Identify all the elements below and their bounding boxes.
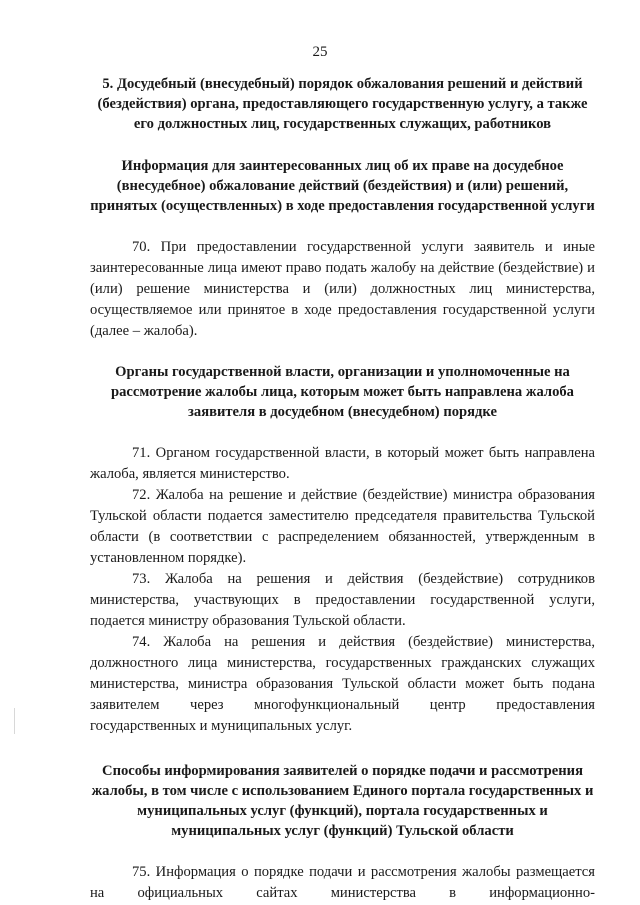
subsection-title-informing: Способы информирования заявителей о порядке подачи и рассмотрения жалобы, в том числе с использованием Единого портала государственных и муниципальных услуг (функций), портала государственных и муниципальных услуг (функций) Тульской области (91, 763, 594, 839)
paragraph-73: 73. Жалоба на решения и действия (бездействие) сотрудников министерства, участвующих в предоставлении государственной услуги, подается министру образования Тульской области. (90, 571, 595, 629)
subsection-title-authorities: Органы государственной власти, организации и уполномоченные на рассмотрение жалобы лица, которым может быть направлена жалоба заявителя в досудебном (внесудебном) порядке (111, 364, 574, 420)
paragraph-70: 70. При предоставлении государственной услуги заявитель и иные заинтересованные лица имеют право подать жалобу на действие (бездействие) и (или) решение министерства и (или) должностных лиц министерства, осуществляемое или принятое в ходе предоставления государственной услуги (далее – жалоба). (90, 239, 595, 339)
subsection-title-rights: Информация для заинтересованных лиц об их праве на досудебное (внесудебное) обжалование действий (бездействия) и (или) решений, принятых (осуществленных) в ходе предоставления государственной услуги (90, 158, 595, 214)
paragraph-74: 74. Жалоба на решения и действия (бездействие) министерства, должностного лица министерства, государственных гражданских служащих министерства, министра образования Тульской области может быть подана заявителем через многофункциональный центр предоставления государственных и муниципальных услуг. (90, 634, 595, 734)
paragraph-75: 75. Информация о порядке подачи и рассмотрения жалобы размещается на официальных сайтах министерства в информационно- (90, 864, 595, 901)
section-title: 5. Досудебный (внесудебный) порядок обжалования решений и действий (бездействия) органа, предоставляющего государственную услугу, а также его должностных лиц, государственных служащих, работников (97, 76, 588, 132)
paragraph-71: 71. Органом государственной власти, в который может быть направлена жалоба, является министерство. (90, 445, 595, 482)
page-number: 25 (312, 44, 328, 60)
scan-edge-mark (14, 708, 15, 734)
paragraph-72: 72. Жалоба на решение и действие (бездействие) министра образования Тульской области подается заместителю председателя правительства Тульской области (в соответствии с распределением обязанностей, утвержденным в установленном порядке). (90, 487, 595, 566)
document-body (90, 74, 595, 904)
